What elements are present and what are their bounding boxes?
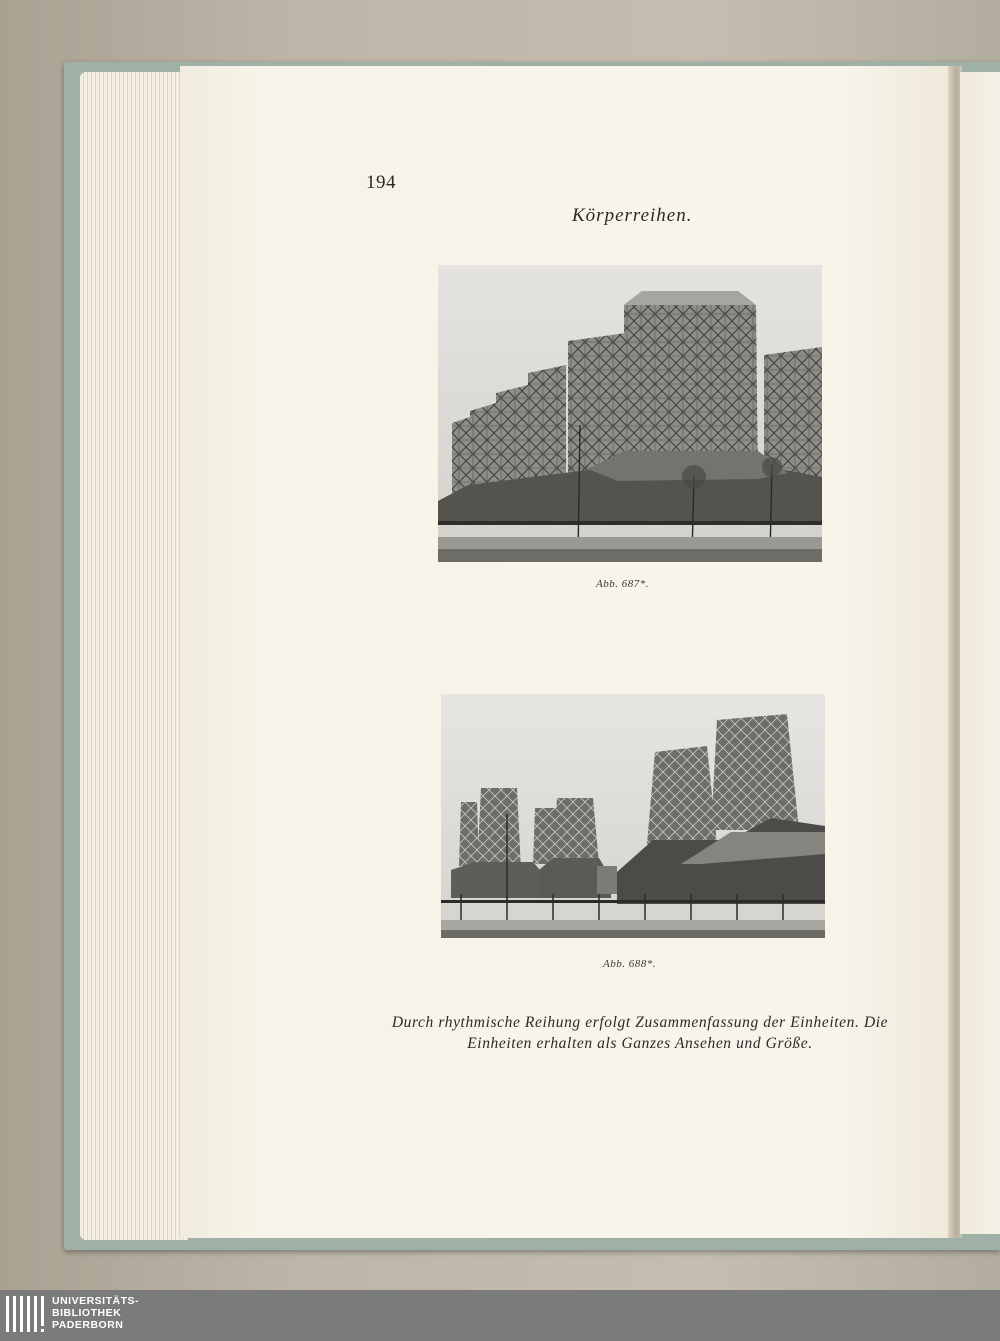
figure-688-caption: Abb. 688*. <box>603 958 656 970</box>
figure-688-photo <box>441 694 825 938</box>
figure-687-caption: Abb. 687*. <box>596 578 649 590</box>
running-head: Körperreihen. <box>572 205 693 226</box>
body-paragraph: Durch rhythmische Reihung erfolgt Zusammenfassung der Einheiten. Die Einheiten erhalten als Ganzes Ansehen und Größe. <box>391 1014 889 1052</box>
library-logo-text <box>52 1295 139 1331</box>
book-page <box>180 66 955 1238</box>
figure-687-photo <box>438 265 822 562</box>
page-number: 194 <box>366 172 396 193</box>
library-footer-bar <box>0 1290 1000 1341</box>
logo-line-1: UNIVERSITÄTS- <box>52 1295 140 1307</box>
logo-line-3: PADERBORN <box>52 1319 124 1331</box>
page-edges <box>80 72 188 1240</box>
logo-line-2: BIBLIOTHEK <box>52 1307 122 1319</box>
facing-page-edge <box>960 72 1000 1234</box>
library-logo-icon <box>6 1294 46 1338</box>
